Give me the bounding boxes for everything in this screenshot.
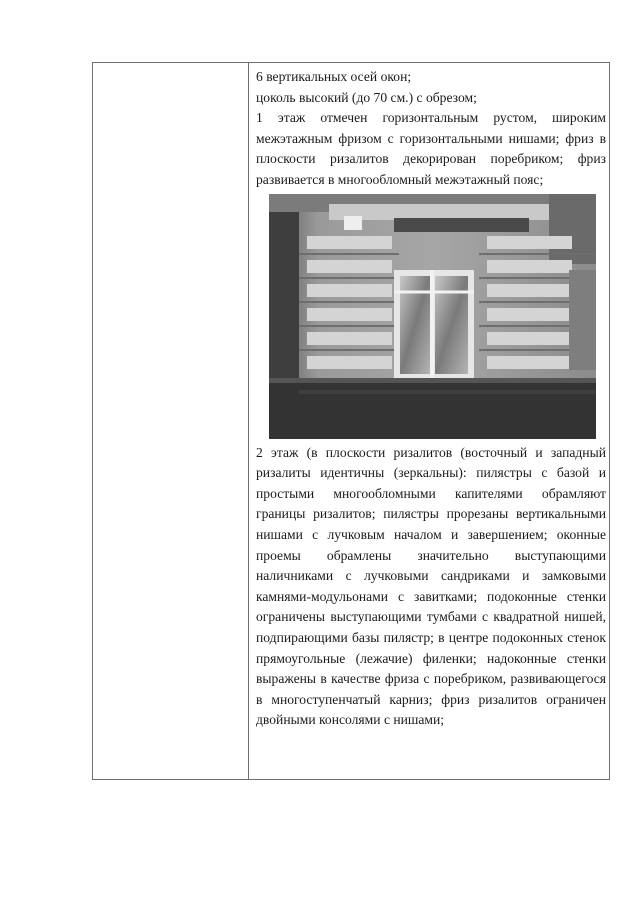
description-table [92, 62, 610, 780]
first-floor-paragraph: 1 этаж отмечен горизонтальным рустом, широким межэтажным фризом с горизонтальными нишами; фриз в плоскости ризалитов декорирован поребриком; фриз развивается в многообломный межэтажный пояс; [256, 110, 606, 187]
windows-axes-line: 6 вертикальных осей окон; [256, 69, 412, 84]
column-divider [248, 63, 249, 779]
plinth-line: цоколь высокий (до 70 см.) с обрезом; [256, 89, 477, 105]
description-cell [256, 67, 606, 731]
second-floor-paragraph: 2 этаж (в плоскости ризалитов (восточный и западный ризалиты идентичны (зеркальны): пилястры с базой и простыми многообломными капителями обрамляют границы ризалитов; пилястры прорезаны вертикальными нишами с лучковым началом и завершением; оконные проемы обрамлены значительно выступающими наличниками с лучковыми сандриками и замковыми камнями-модульонами с завитками; подоконные стенки ограничены выступающими тумбами с квадратной нишей, подпирающими базы пилястр; в центре подоконных стенок прямоугольные (лежачие) филенки; надоконные стенки выражены в качестве фриза с поребриком, развивающегося в многоступенчатый карниз; фриз ризалитов ограничен двойными консолями с нишами; [256, 444, 606, 728]
facade-photo [269, 194, 596, 439]
